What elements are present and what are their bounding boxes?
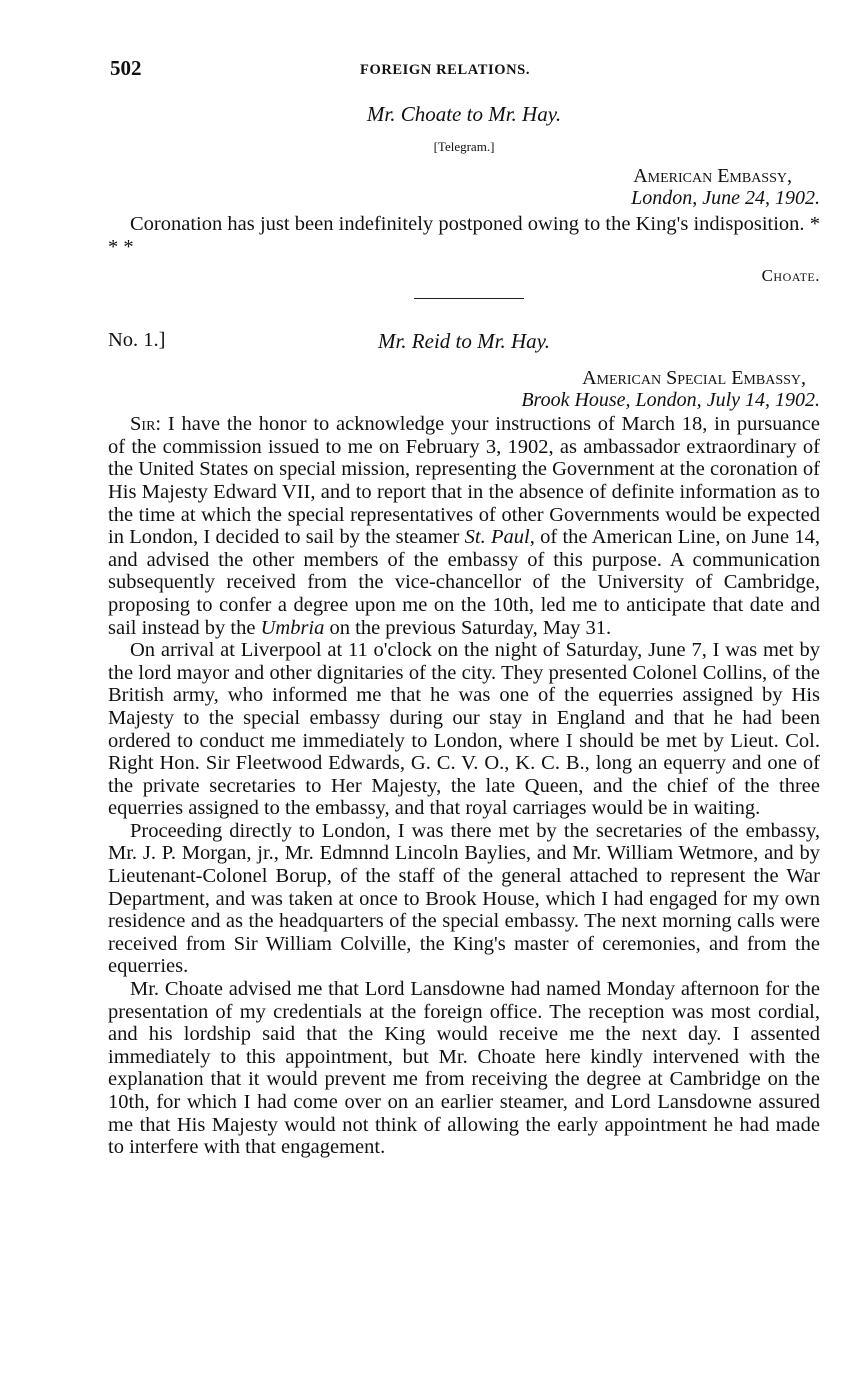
letter-location-date <box>108 389 820 411</box>
telegram-signature: Choate. <box>761 266 820 286</box>
telegram-sender: American Embassy, <box>633 165 792 187</box>
telegram-address <box>108 165 820 209</box>
telegram-type-label: [Telegram.] <box>433 139 495 154</box>
ship-name: St. Paul <box>464 526 530 549</box>
telegram-heading: Mr. Choate to Mr. Hay. <box>366 102 562 126</box>
running-title: FOREIGN RELATIONS. <box>360 62 531 78</box>
telegram-place-date: London, June 24, 1902. <box>631 187 820 209</box>
running-header <box>108 52 820 82</box>
salutation: Sir: <box>130 413 162 436</box>
telegram-date: June 24, 1902. <box>702 187 820 209</box>
ship-name: Umbria <box>260 616 325 639</box>
telegram-body: Coronation has just been indefinitely postponed owing to the King's indisposition. * * * <box>108 213 820 258</box>
letter-location: Brook House, London, <box>521 389 702 412</box>
letter-heading-row <box>108 329 820 359</box>
letter-date: July 14, 1902. <box>706 389 820 412</box>
letter-address <box>108 367 820 411</box>
letter-paragraph-3: Proceeding directly to London, I was there met by the secretaries of the embassy, Mr. J. P. Morgan, jr., Mr. Edmnnd Lincoln Baylies, and Mr. William Wetmore, and by Lieutenant-Colonel Borup, of the staff of the general attached to represent the War Department, and was taken at once to Brook House, which I had engaged for my own residence and as the headquarters of the special embassy. The next morning calls were received from Sir William Colville, the King's master of ceremonies, and from the equerries. <box>108 819 820 978</box>
letter-paragraph-2: On arrival at Liverpool at 11 o'clock on the night of Saturday, June 7, I was met by the lord mayor and other dignitaries of the city. They presented Colonel Collins, of the British army, who informed me that he was one of the equerries assigned by His Majesty to the special embassy during our stay in England and that he had been ordered to conduct me immediately to London, where I should be met by Lieut. Col. Right Hon. Sir Fleetwood Edwards, G. C. V. O., K. C. B., long an equerry and one of the private secretaries to Her Majesty, the late Queen, and the chief of the three equerries assigned to the embassy, and that royal carriages would be in waiting. <box>108 639 820 820</box>
letter-paragraph-4: Mr. Choate advised me that Lord Lansdowne had named Monday afternoon for the presentation of my credentials at the foreign office. The reception was most cordial, and his lordship said that the King would receive me the next day. I assented immediately to this appointment, but Mr. Choate here kindly intervened with the explanation that it would prevent me from receiving the degree at Cambridge on the 10th, for which I had come over on an earlier steamer, and Lord Lansdowne assured me that His Majesty would not think of allowing the early appointment he had made to interfere with that engagement. <box>108 978 820 1159</box>
document-number: No. 1.] <box>108 329 166 352</box>
letter-paragraph-1: Sir: I have the honor to acknowledge your instructions of March 18, in pursuance of the commission issued to me on February 3, 1902, as ambassador extraordinary of the United States on special mission, representing the Government at the coronation of His Majesty Edward VII, and to report that in the absence of definite information as to the time at which the special representatives of other Governments would be expected in London, I decided to sail by the steamer St. Paul, of the American Line, on June 14, and advised the other members of the embassy of this purpose. A communication subsequently received from the vice-chancellor of the University of Cambridge, proposing to confer a degree upon me on the 10th, led me to anticipate that date and sail instead by the Umbria on the previous Saturday, May 31. <box>108 413 821 639</box>
section-divider <box>414 298 524 299</box>
letter-heading: Mr. Reid to Mr. Hay. <box>377 329 551 354</box>
telegram-place: London <box>631 187 693 209</box>
letter-sender: American Special Embassy, <box>582 367 806 390</box>
page-number: 502 <box>110 56 142 80</box>
document-page <box>108 52 820 1159</box>
